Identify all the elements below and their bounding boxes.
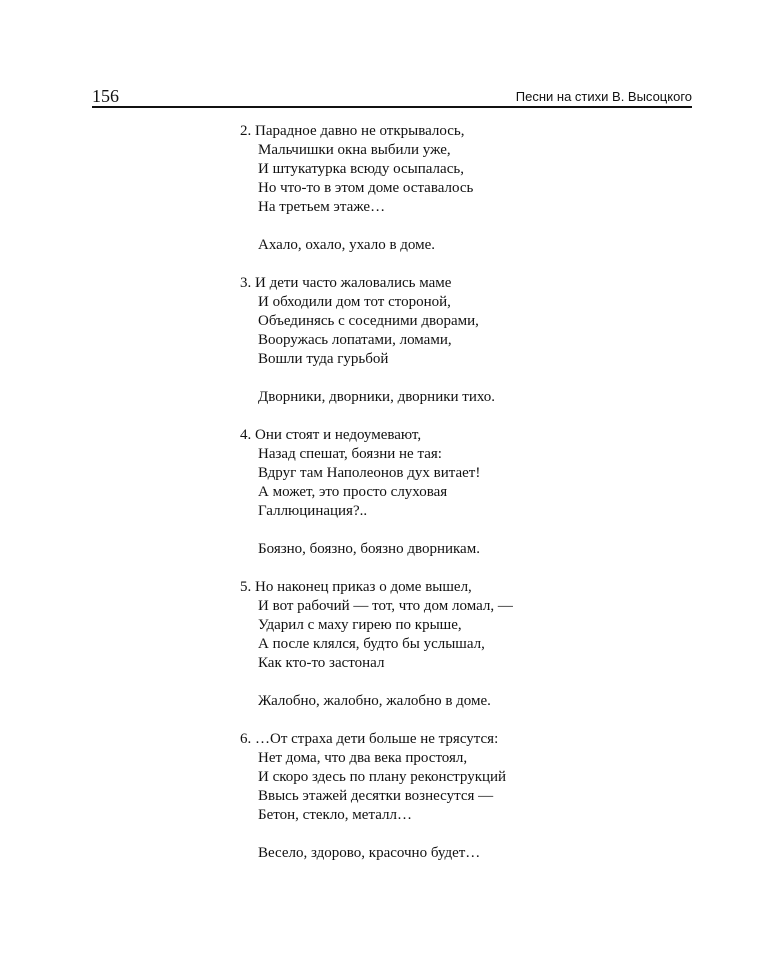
refrain-line: Боязно, боязно, боязно дворникам.	[258, 541, 480, 557]
stanza-line: 2. Парадное давно не открывалось,	[240, 123, 465, 139]
refrain-line: Ахало, охало, ухало в доме.	[258, 237, 436, 253]
stanza-line: На третьем этаже…	[258, 199, 386, 215]
stanza-line: 5. Но наконец приказ о доме вышел,	[240, 579, 472, 595]
refrain-line: Весело, здорово, красочно будет…	[258, 845, 481, 861]
stanza-line: 4. Они стоят и недоумевают,	[240, 427, 422, 443]
stanza-line: Объединясь с соседними дворами,	[258, 313, 479, 329]
page-number: 156	[92, 86, 119, 106]
stanza-5	[240, 578, 660, 711]
stanza-line: Вдруг там Наполеонов дух витает!	[258, 465, 481, 481]
stanza-line: Ввысь этажей десятки вознесутся —	[258, 788, 494, 804]
stanza-line: Но что-то в этом доме оставалось	[258, 180, 474, 196]
stanza-4	[240, 426, 660, 559]
refrain-line: Дворники, дворники, дворники тихо.	[258, 389, 496, 405]
refrain-line: Жалобно, жалобно, жалобно в доме.	[258, 693, 491, 709]
stanza-line: 6. …От страха дети больше не трясутся:	[240, 731, 499, 747]
stanza-line: И штукатурка всюду осыпалась,	[258, 161, 464, 177]
stanza-line: И обходили дом тот стороной,	[258, 294, 451, 310]
stanza-line: И скоро здесь по плану реконструкций	[258, 769, 507, 785]
stanza-line: Вошли туда гурьбой	[258, 351, 389, 367]
stanza-line: Галлюцинация?..	[258, 503, 368, 519]
stanza-line: Ударил с маху гирею по крыше,	[258, 617, 462, 633]
stanza-line: И вот рабочий — тот, что дом ломал, —	[258, 598, 513, 614]
stanza-line: Бетон, стекло, металл…	[258, 807, 412, 823]
stanza-line: Назад спешат, боязни не тая:	[258, 446, 442, 462]
stanza-line: Как кто-то застонал	[258, 655, 385, 671]
stanza-line: А может, это просто слуховая	[258, 484, 448, 500]
poem-body	[240, 122, 660, 882]
stanza-line: Вооружась лопатами, ломами,	[258, 332, 452, 348]
stanza-line: Нет дома, что два века простоял,	[258, 750, 468, 766]
header-rule	[92, 106, 692, 108]
stanza-line: Мальчишки окна выбили уже,	[258, 142, 451, 158]
stanza-2	[240, 122, 660, 255]
running-title: Песни на стихи В. Высоцкого	[515, 89, 692, 104]
stanza-3	[240, 274, 660, 407]
stanza-6	[240, 730, 660, 863]
page-header	[92, 86, 692, 106]
stanza-line: А после клялся, будто бы услышал,	[258, 636, 485, 652]
stanza-line: 3. И дети часто жаловались маме	[240, 275, 452, 291]
